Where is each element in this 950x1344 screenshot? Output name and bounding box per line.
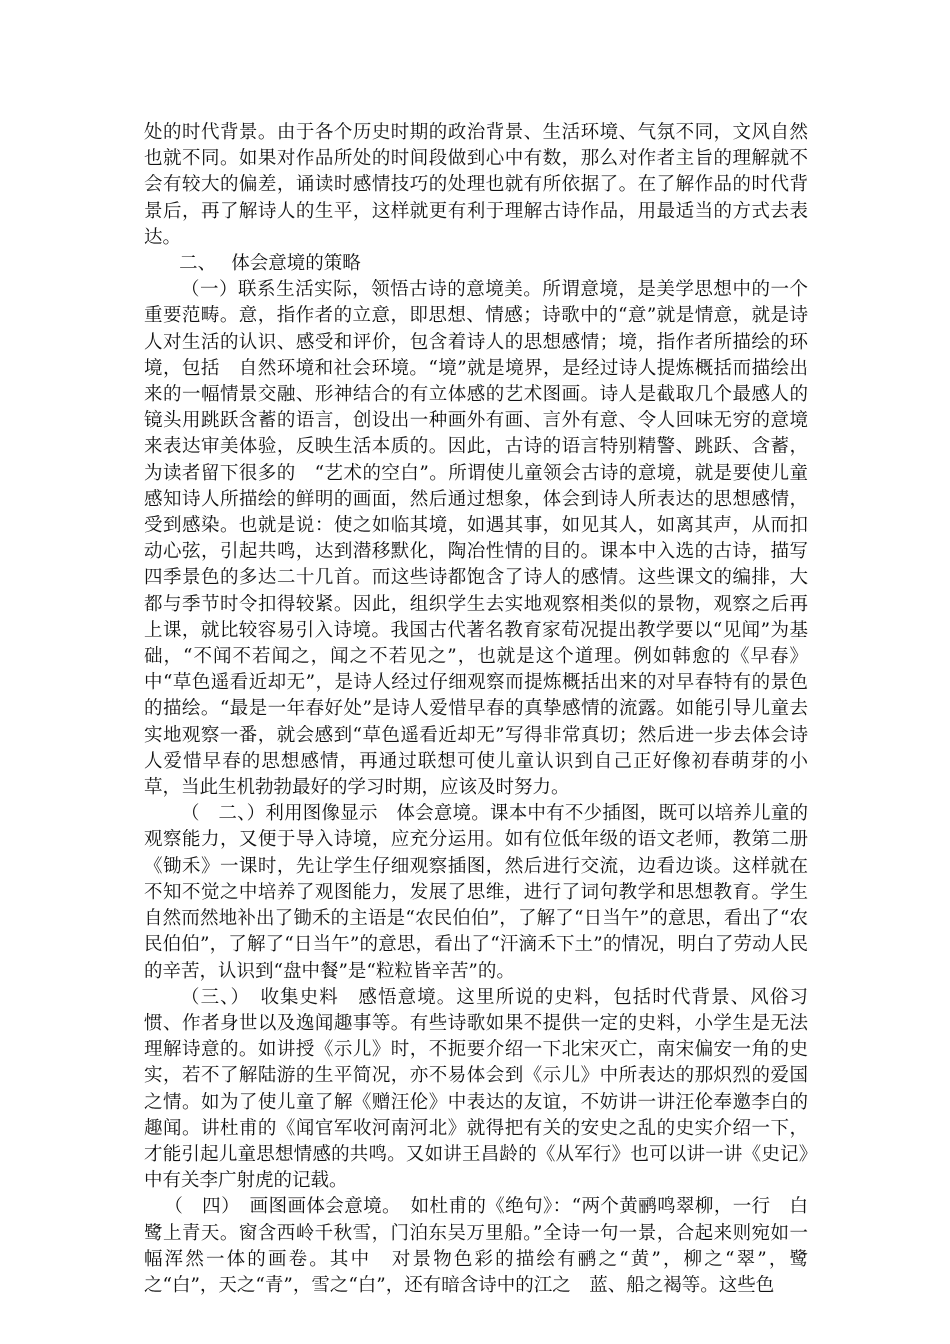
paragraph-background: 处的时代背景。由于各个历史时期的政治背景、生活环境、气氛不同，文风自然也就不同。如果对作品所处的时间段做到心中有数，那么对作者主旨的理解就不会有较大的偏差，诵读时感情技巧的处理也就有所依据了。在了解作品的时代背景后，再了解诗人的生平，这样就更有利于理解古诗作品，用最适当的方式去表达。 <box>144 122 808 248</box>
paragraph-strategy-2: （ 二、）利用图像显示 体会意境。课本中有不少插图，既可以培养儿童的观察能力，又便于导入诗境，应充分运用。如有位低年级的语文老师，教第二册《锄禾》一课时，先让学生仔细观察插图，然后进行交流，边看边谈。这样就在不知不觉之中培养了观图能力，发展了思维，进行了词句教学和思想教育。学生自然而然地补出了锄禾的主语是“农民伯伯”，了解了“日当午”的意思，看出了“农民伯伯”，了解了“日当午”的意思，看出了“汗滴禾下土”的情况，明白了劳动人民的辛苦，认识到“盘中餐”是“粒粒皆辛苦”的。 <box>144 803 808 982</box>
paragraph-strategy-3: （三、） 收集史料 感悟意境。这里所说的史料，包括时代背景、风俗习惯、作者身世以及逸闻趣事等。有些诗歌如果不提供一定的史料，小学生是无法理解诗意的。如讲授《示儿》时，不扼要介绍一下北宋灭亡，南宋偏安一角的史实，若不了解陆游的生平简况，亦不易体会到《示儿》中所表达的那炽烈的爱国之情。如为了使儿童了解《赠汪伦》中表达的友谊，不妨讲一讲汪伦奉邀李白的趣闻。讲杜甫的《闻官军收河南河北》就得把有关的安史之乱的史实介绍一下，才能引起儿童思想情感的共鸣。又如讲王昌龄的《从军行》也可以讲一讲《史记》中有关李广射虎的记载。 <box>144 986 808 1192</box>
section-heading-strategies: 二、 体会意境的策略 <box>179 253 361 275</box>
document-body <box>144 120 808 1299</box>
paragraph-strategy-4: （ 四） 画图画体会意境。 如杜甫的《绝句》：“两个黄鹂鸣翠柳，一行 白鹭上青天。窗含西岭千秋雪，门泊东吴万里船。”全诗一句一景，合起来则宛如一幅浑然一体的画卷。其中 对景物色彩的描绘有鹂之“黄”，柳之“翠”，鹭之“白”，天之“青”，雪之“白”，还有暗含诗中的江之 蓝、船之褐等。这些色 <box>144 1196 808 1296</box>
paragraph-strategy-1: （一）联系生活实际，领悟古诗的意境美。所谓意境，是美学思想中的一个重要范畴。意，指作者的立意，即思想、情感；诗歌中的“意”就是情意，就是诗人对生活的认识、感受和评价，包含着诗人的思想感情；境，指作者所描绘的环境，包括 自然环境和社会环境。“境”就是境界，是经过诗人提炼概括而描绘出来的一幅情景交融、形神结合的有立体感的艺术图画。诗人是截取几个最感人的镜头用跳跃含蓄的语言，创设出一种画外有画、言外有意、令人回味无穷的意境来表达审美体验，反映生活本质的。因此，古诗的语言特别精警、跳跃、含蓄，为读者留下很多的 “艺术的空白”。所谓使儿童领会古诗的意境，就是要使儿童感知诗人所描绘的鲜明的画面，然后通过想象，体会到诗人所表达的思想感情，受到感染。也就是说：使之如临其境，如遇其事，如见其人，如离其声，从而扣动心弦，引起共鸣，达到潜移默化，陶冶性情的目的。课本中入选的古诗，描写四季景色的多达二十几首。而这些诗都饱含了诗人的感情。这些课文的编排，大都与季节时令扣得较紧。因此，组织学生去实地观察相类似的景物，观察之后再上课，就比较容易引入诗境。我国古代著名教育家荀况提出教学要以“见闻”为基础，“不闻不若闻之，闻之不若见之”，也就是这个道理。例如韩愈的《早春》中“草色遥看近却无”，是诗人经过仔细观察而提炼概括出来的对早春特有的景色的描绘。“最是一年春好处”是诗人爱惜早春的真挚感情的流露。如能引导儿童去实地观察一番，就会感到“草色遥看近却无”写得非常真切；然后进一步去体会诗人爱惜早春的思想感情，再通过联想可使儿童认识到自己正好像初春萌芽的小草，当此生机勃勃最好的学习时期，应该及时努力。 <box>144 279 808 799</box>
